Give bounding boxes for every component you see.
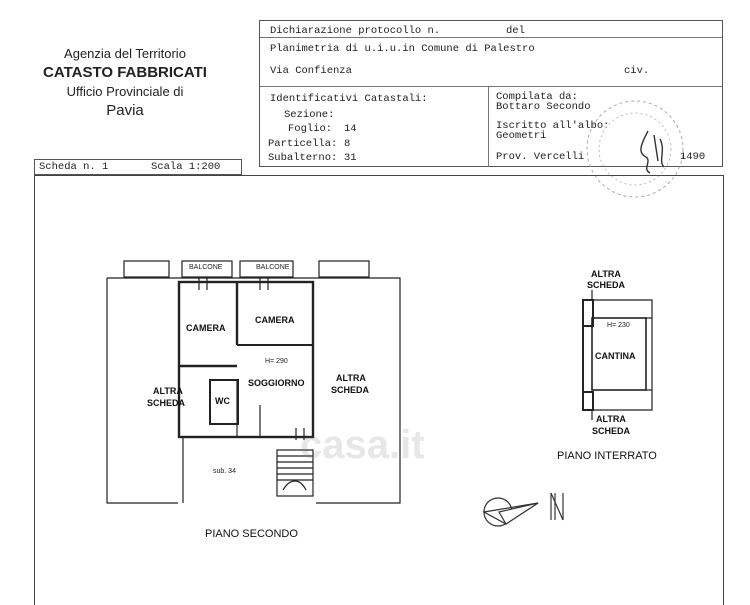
compiler-name: Bottaro Secondo	[496, 101, 591, 113]
prov-label: Prov. Vercelli	[496, 151, 585, 163]
sezione-label: Sezione:	[284, 109, 335, 121]
particella-label: Particella:	[268, 138, 338, 150]
office-name: Ufficio Provinciale di	[66, 84, 184, 99]
planimetria-text: Planimetria di u.i.u.in Comune di Palestro	[270, 43, 535, 55]
altra-top-2: SCHEDA	[587, 280, 626, 290]
identifiers-title: Identificativi Catastali:	[270, 93, 428, 105]
agency-name: Agenzia del Territorio	[64, 46, 186, 61]
altra-bottom-1: ALTRA	[596, 414, 626, 424]
watermark: casa.it	[300, 423, 425, 467]
subalterno-value: 31	[344, 152, 357, 164]
altra-right-2: SCHEDA	[331, 385, 370, 395]
particella-value: 8	[344, 138, 351, 150]
civ-label: civ.	[624, 65, 650, 77]
height-label: H= 290	[265, 358, 288, 365]
basement-height: H= 230	[607, 322, 630, 329]
scheda-label: Scheda n. 1	[39, 161, 109, 173]
north-arrow-icon	[484, 493, 563, 526]
caption-piano-secondo: PIANO SECONDO	[205, 528, 298, 540]
altra-top-1: ALTRA	[591, 269, 621, 279]
albo-value: Geometri	[496, 130, 547, 142]
province-name: Pavia	[106, 102, 144, 119]
scale-label: Scala 1:200	[151, 161, 221, 173]
room-camera-1: CAMERA	[186, 323, 226, 333]
room-wc: WC	[215, 396, 230, 406]
del-label: del	[506, 25, 525, 37]
room-camera-2: CAMERA	[255, 315, 295, 325]
protocol-label: Dichiarazione protocollo n.	[270, 25, 441, 37]
registration-number: 1490	[680, 151, 706, 163]
foglio-value: 14	[344, 123, 357, 135]
street-text: Via Confienza	[270, 65, 352, 77]
catasto-title: CATASTO FABBRICATI	[43, 64, 207, 81]
room-soggiorno: SOGGIORNO	[248, 378, 305, 388]
balcone-label-1: BALCONE	[189, 264, 223, 271]
sub-label: sub. 34	[213, 468, 236, 475]
compilata-label: Compilata da:	[496, 91, 578, 103]
iscritto-label: Iscritto all'albo:	[496, 120, 610, 132]
foglio-label: Foglio:	[288, 123, 333, 135]
altra-bottom-2: SCHEDA	[592, 426, 631, 436]
balcone-label-2: BALCONE	[256, 264, 290, 271]
room-cantina: CANTINA	[595, 351, 636, 361]
altra-right-1: ALTRA	[336, 373, 366, 383]
subalterno-label: Subalterno:	[268, 152, 338, 164]
caption-piano-interrato: PIANO INTERRATO	[557, 450, 657, 462]
altra-left-2: SCHEDA	[147, 398, 186, 408]
altra-left-1: ALTRA	[153, 386, 183, 396]
